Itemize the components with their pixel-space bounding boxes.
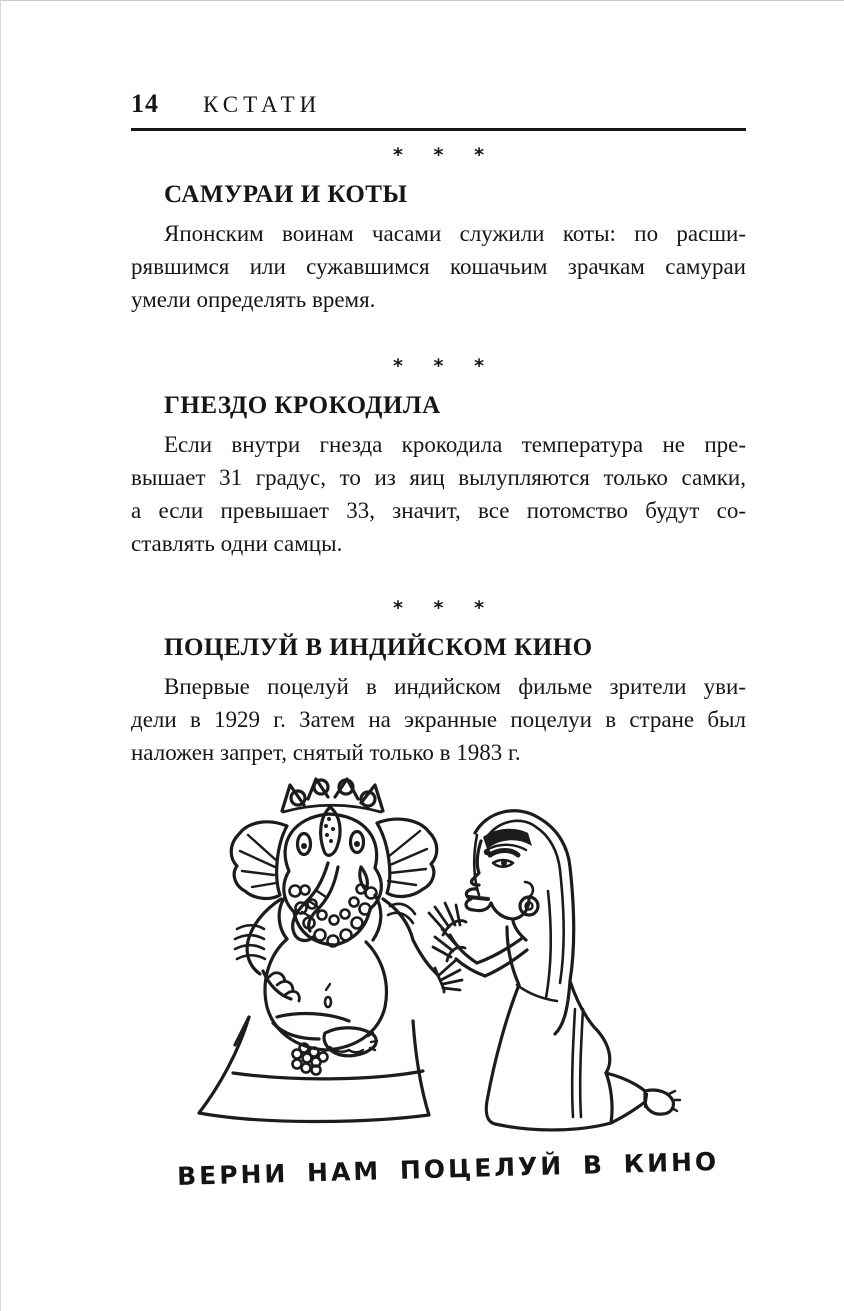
body-line: Японским воинам часами служили коты: по расши- xyxy=(164,221,746,246)
body-line: Если внутри гнезда крокодила температура не пре- xyxy=(164,432,746,457)
body-line: ставлять одни самцы. xyxy=(131,531,343,556)
running-header xyxy=(131,89,746,131)
cartoon-illustration xyxy=(176,771,720,1192)
section-body-crocodile-nest xyxy=(131,428,746,560)
section-heading-samurai-cats: САМУРАИ И КОТЫ xyxy=(164,181,408,208)
section-heading-crocodile-nest: ГНЕЗДО КРОКОДИЛА xyxy=(164,392,441,419)
running-title: КСТАТИ xyxy=(203,92,322,117)
body-line: Впервые поцелуй в индийском фильме зрители уви- xyxy=(164,674,746,699)
section-heading-kiss-indian-cinema: ПОЦЕЛУЙ В ИНДИЙСКОМ КИНО xyxy=(164,634,593,661)
asterisk-divider: * * * xyxy=(392,144,497,166)
body-line: умели определять время. xyxy=(131,287,376,312)
section-body-samurai-cats xyxy=(131,217,746,316)
page-content xyxy=(131,89,746,1192)
body-line: наложен запрет, снятый только в 1983 г. xyxy=(131,740,521,765)
asterisk-divider: * * * xyxy=(392,597,497,619)
page-number: 14 xyxy=(131,89,159,118)
body-line: вышает 31 градус, то из яиц вылупляются только самки, xyxy=(131,465,746,490)
body-line: дели в 1929 г. Затем на экранные поцелуи в стране был xyxy=(131,707,746,732)
body-line: а если превышает 33, значит, все потомство будут со- xyxy=(131,498,746,523)
section-body-kiss-indian-cinema xyxy=(131,670,746,769)
asterisk-divider: * * * xyxy=(392,355,497,377)
illustration-caption: ВЕРНИ НАМ ПОЦЕЛУЙ В КИНО xyxy=(176,1146,720,1192)
body-line: рявшимся или сужавшимся кошачьим зрачкам самураи xyxy=(131,254,746,279)
ganesha-and-woman-drawing xyxy=(177,771,682,1153)
